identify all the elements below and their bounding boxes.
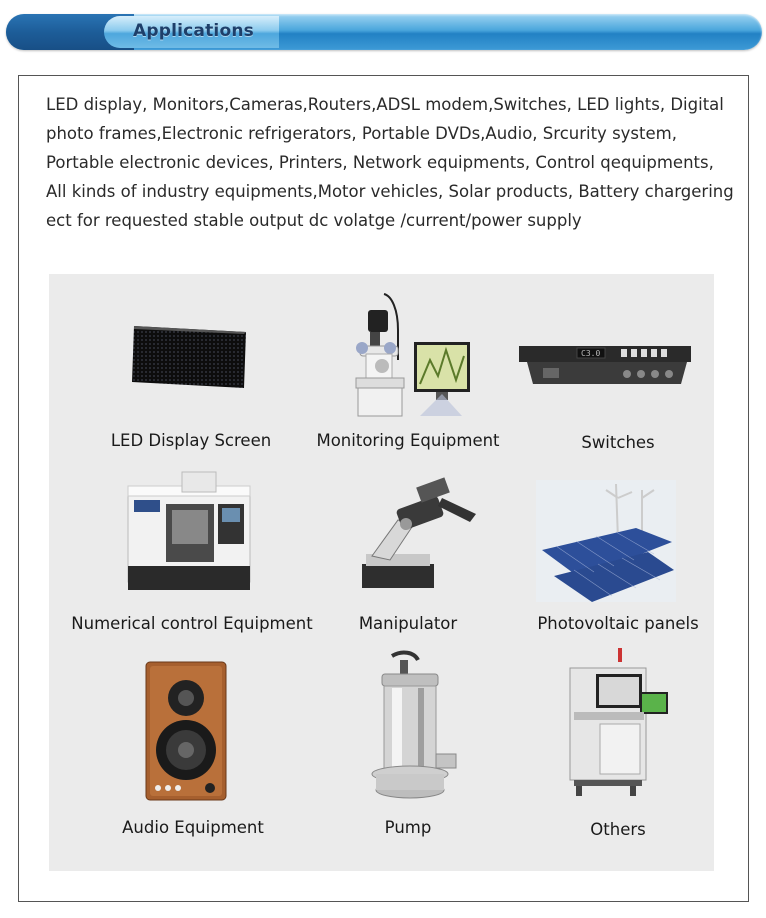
intro-paragraph: LED display, Monitors,Cameras,Routers,ADSL modem,Switches, LED lights, Digital photo frames,Electronic refrigerators, Portable DVDs,Audio, Srcurity system, Portable electronic devices, Printers, Network equipments, Control qequipments, All kinds of industry equipments,Motor vehicles, Solar products, Battery chargering ect for requested stable output dc volatge /current/power supply [46, 95, 734, 230]
item-label-photovoltaic-panels: Photovoltaic panels [537, 614, 699, 633]
item-label-switches: Switches [581, 433, 655, 452]
inspection-machine-icon [566, 648, 674, 800]
item-label-monitoring-equipment: Monitoring Equipment [316, 431, 500, 450]
item-label-pump: Pump [384, 818, 432, 837]
item-label-others: Others [590, 820, 646, 839]
item-label-led-display-screen: LED Display Screen [110, 431, 272, 450]
svg-text:C3.0: C3.0 [581, 349, 601, 358]
robot-arm-icon [358, 474, 482, 592]
speaker-icon [144, 660, 228, 802]
item-label-manipulator: Manipulator [358, 614, 458, 633]
cnc-machine-icon [122, 466, 256, 596]
rack-switch-icon [517, 342, 695, 388]
microscope-icon [346, 290, 474, 420]
submersible-pump-icon [370, 650, 462, 802]
section-title: Applications [133, 21, 254, 41]
led-display-screen-icon [128, 322, 250, 390]
item-label-numerical-control-equipment: Numerical control Equipment [71, 614, 313, 633]
solar-panels-icon [536, 480, 676, 602]
item-label-audio-equipment: Audio Equipment [122, 818, 264, 837]
